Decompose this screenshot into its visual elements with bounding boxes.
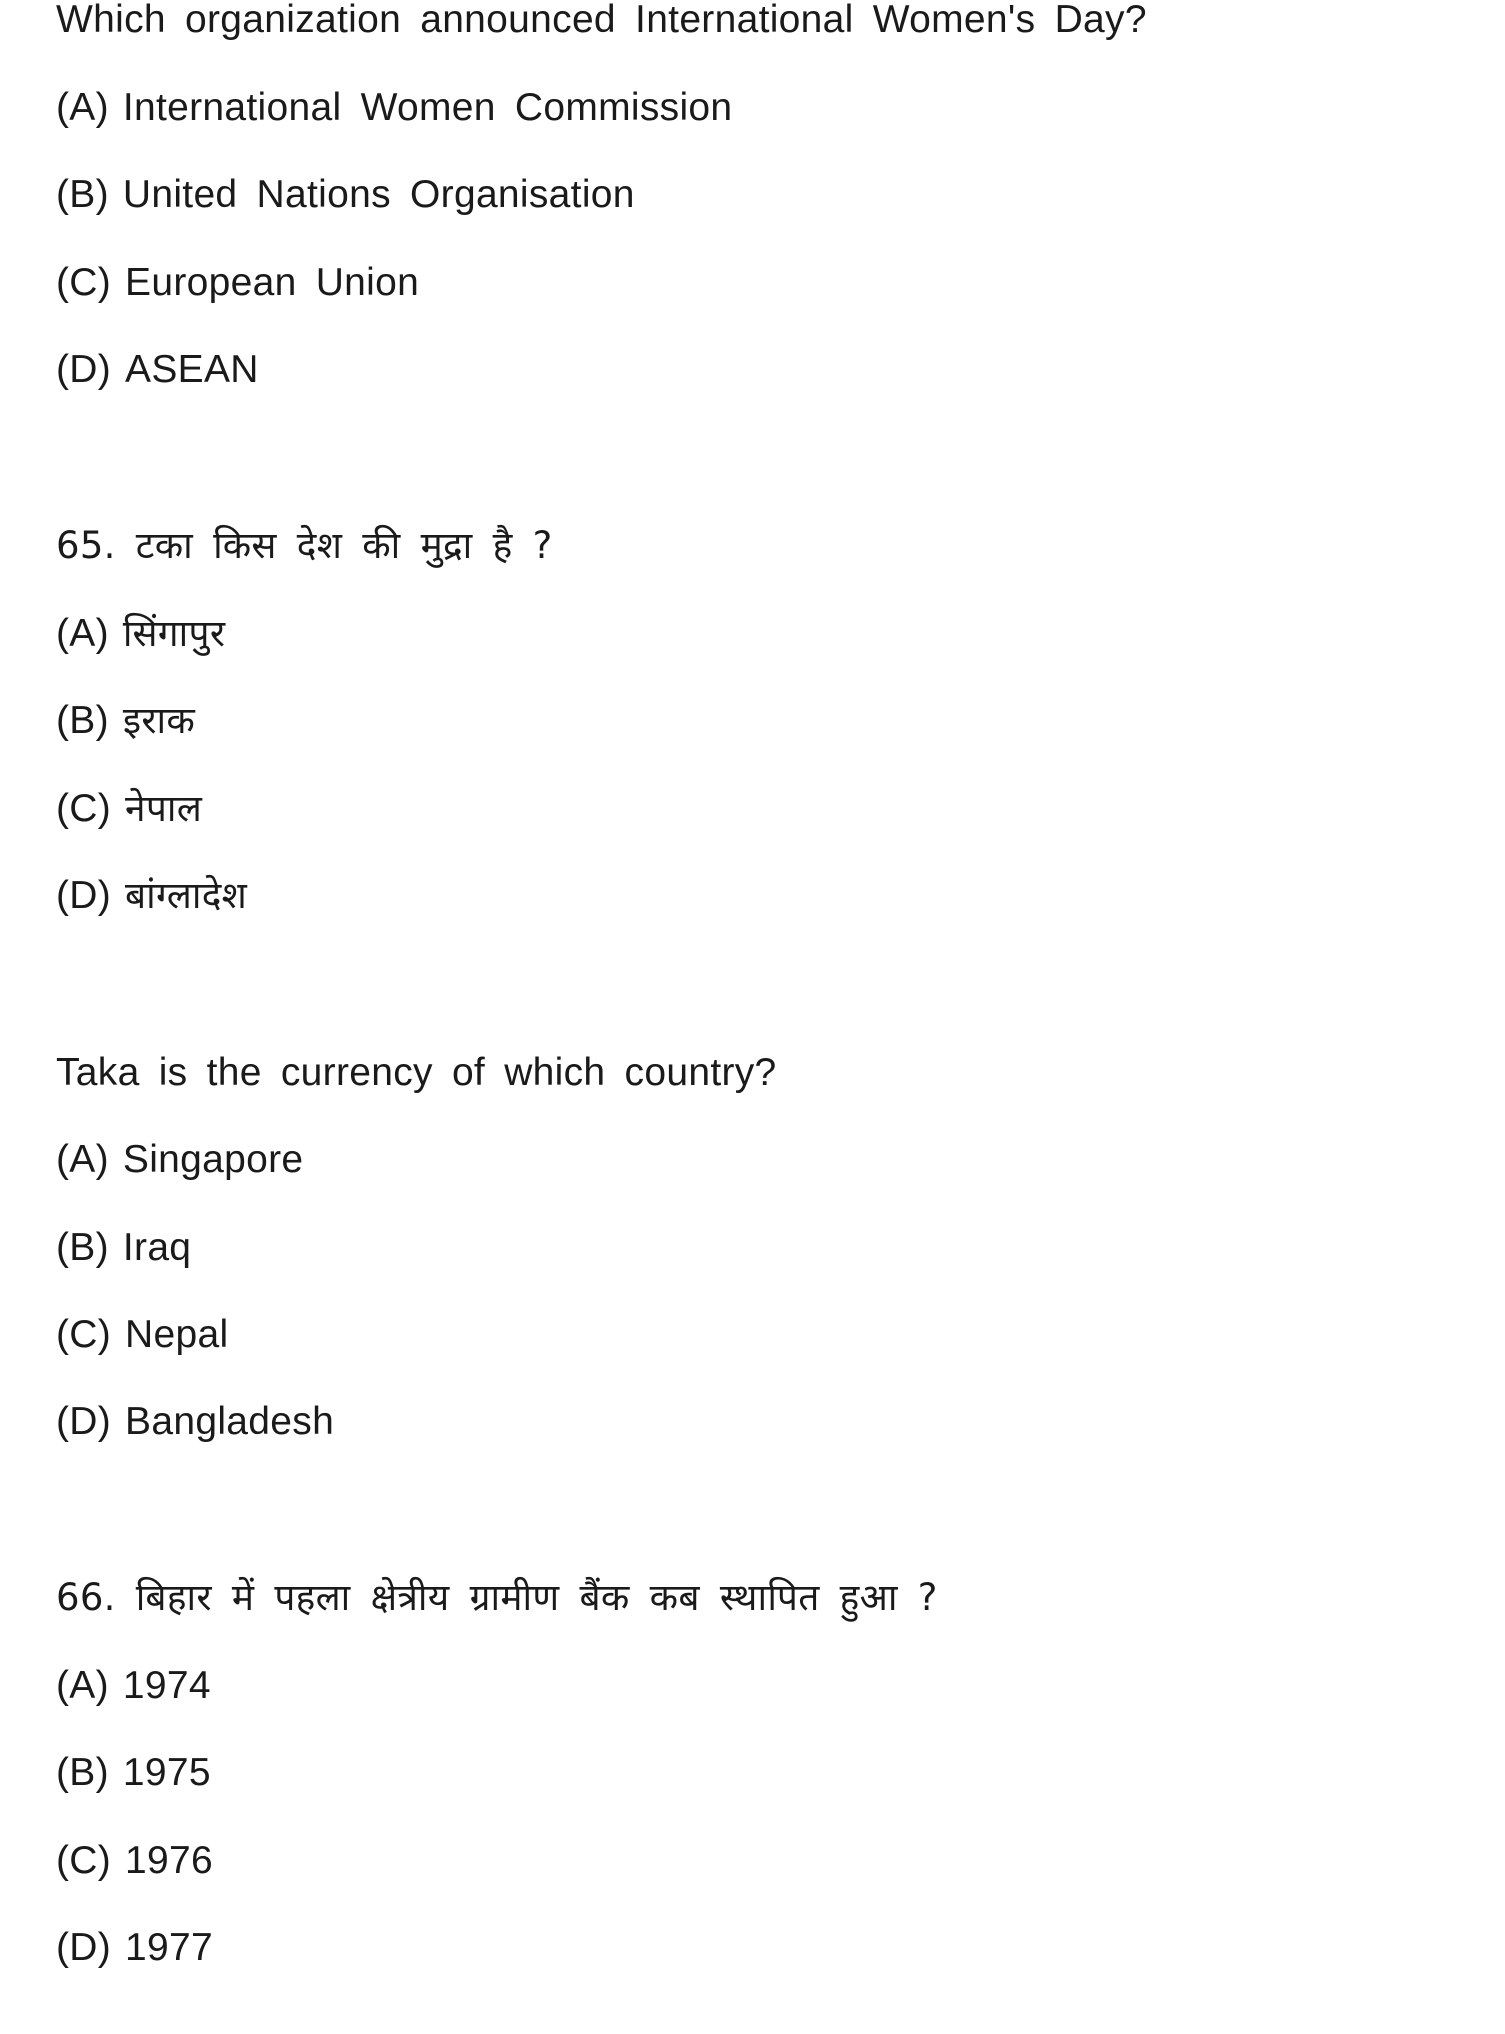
option-text: ASEAN [125, 348, 259, 391]
question-64-english: Which organization announced International Women's Day? [56, 0, 1147, 41]
option-65-hi-c [56, 785, 202, 833]
option-65-hi-b [56, 697, 195, 745]
option-64-b [56, 171, 635, 219]
option-label: (B) [56, 1226, 109, 1269]
option-label: (D) [56, 1400, 112, 1443]
option-label: (A) [56, 1138, 109, 1181]
option-text: 1975 [122, 1751, 211, 1794]
option-text: 1974 [122, 1664, 211, 1707]
option-text: 1977 [125, 1926, 214, 1969]
option-text: नेपाल [125, 787, 203, 830]
option-65-en-a [56, 1136, 303, 1184]
option-65-en-b [56, 1224, 191, 1272]
question-65-hindi: 65. टका किस देश की मुद्रा है ? [56, 524, 553, 567]
option-64-d [56, 346, 259, 394]
option-66-a [56, 1662, 211, 1710]
option-65-en-d [56, 1398, 334, 1446]
option-label: (B) [56, 173, 109, 216]
option-64-a [56, 84, 732, 132]
option-66-c [56, 1837, 213, 1885]
option-label: (A) [56, 1664, 109, 1707]
option-text: 1976 [125, 1839, 214, 1882]
option-label: (A) [56, 612, 109, 655]
option-text: European Union [125, 261, 420, 304]
question-66-hindi: 66. बिहार में पहला क्षेत्रीय ग्रामीण बैंक कब स्थापित हुआ ? [56, 1576, 938, 1619]
option-text: International Women Commission [122, 86, 733, 129]
option-label: (B) [56, 1751, 109, 1794]
option-text: Nepal [125, 1313, 229, 1356]
option-label: (B) [56, 699, 109, 742]
option-text: बांग्लादेश [125, 874, 248, 917]
option-66-d [56, 1924, 213, 1972]
option-label: (D) [56, 874, 112, 917]
option-64-c [56, 259, 419, 307]
option-65-hi-d [56, 872, 247, 920]
option-label: (D) [56, 348, 112, 391]
option-65-en-c [56, 1311, 228, 1359]
option-65-hi-a [56, 610, 225, 658]
question-65-english: Taka is the currency of which country? [56, 1051, 777, 1094]
option-text: इराक [122, 699, 196, 742]
option-label: (A) [56, 86, 109, 129]
option-text: Singapore [122, 1138, 304, 1181]
option-label: (C) [56, 1313, 112, 1356]
option-text: United Nations Organisation [122, 173, 635, 216]
option-text: Iraq [122, 1226, 192, 1269]
option-label: (C) [56, 1839, 112, 1882]
option-label: (C) [56, 787, 112, 830]
option-label: (C) [56, 261, 112, 304]
option-text: सिंगापुर [122, 612, 226, 655]
option-text: Bangladesh [125, 1400, 335, 1443]
option-66-b [56, 1749, 211, 1797]
option-label: (D) [56, 1926, 112, 1969]
